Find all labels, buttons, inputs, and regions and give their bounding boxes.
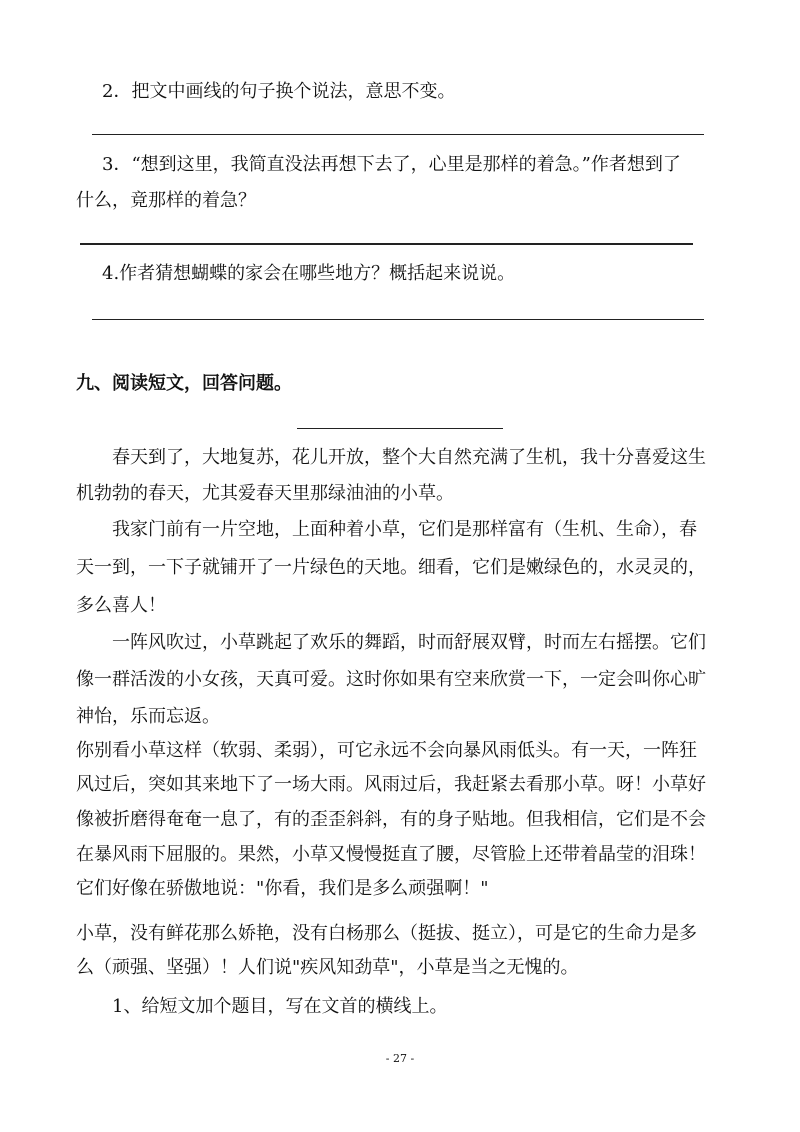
paragraph-1-line-2: 机勃勃的春天，尤其爱春天里那绿油油的小草。 [76,483,454,504]
paragraph-4-line-2: 风过后，突如其来地下了一场大雨。风雨过后，我赶紧去看那小草。呀！小草好 [76,774,706,795]
paragraph-1-line-1: 春天到了，大地复苏，花儿开放，整个大自然充满了生机，我十分喜爱这生 [112,447,706,468]
paragraph-5-line-1: 小草，没有鲜花那么娇艳，没有白杨那么（挺拔、挺立），可是它的生命力是多 [76,923,697,944]
paragraph-4-line-1: 你别看小草这样（软弱、柔弱），可它永远不会向暴风雨低头。有一天，一阵狂 [76,740,697,761]
paragraph-3-line-1: 一阵风吹过，小草跳起了欢乐的舞蹈，时而舒展双臂，时而左右摇摆。它们 [112,632,706,653]
question-3-line-2: 什么，竟那样的着急？ [76,190,256,211]
page-number: - 27 - [385,1052,415,1065]
question-3-line-1: 3．“想到这里，我简直没法再想下去了，心里是那样的着急。”作者想到了 [102,154,681,175]
paragraph-2-line-2: 天一到，一下子就铺开了一片绿色的天地。细看，它们是嫩绿色的，水灵灵的， [76,557,706,578]
paragraph-2-line-3: 多么喜人！ [76,595,166,616]
section-9-heading: 九、阅读短文，回答问题。 [76,373,292,394]
title-blank-line [297,428,503,429]
paragraph-3-line-2: 像一群活泼的小女孩，天真可爱。这时你如果有空来欣赏一下，一定会叫你心旷 [76,669,706,690]
answer-line-q4 [92,319,704,320]
paragraph-5-line-2: 么（顽强、坚强）！人们说"疾风知劲草"，小草是当之无愧的。 [76,957,579,978]
question-2: 2．把文中画线的句子换个说法，意思不变。 [102,81,456,102]
answer-line-q3 [80,243,693,245]
paragraph-4-line-4: 在暴风雨下屈服的。果然，小草又慢慢挺直了腰，尽管脸上还带着晶莹的泪珠！ [76,844,706,865]
paragraph-3-line-3: 神怡，乐而忘返。 [76,706,220,727]
paragraph-4-line-5: 它们好像在骄傲地说："你看，我们是多么顽强啊！" [76,878,489,899]
paragraph-2-line-1: 我家门前有一片空地，上面种着小草，它们是那样富有（生机、生命），春 [112,519,697,540]
question-4: 4.作者猜想蝴蝶的家会在哪些地方？概括起来说说。 [102,263,516,284]
paragraph-4-line-3: 像被折磨得奄奄一息了，有的歪歪斜斜，有的身子贴地。但我相信，它们是不会 [76,809,706,830]
answer-line-q2 [92,134,704,135]
reading-question-1: 1、给短文加个题目，写在文首的横线上。 [112,996,448,1017]
